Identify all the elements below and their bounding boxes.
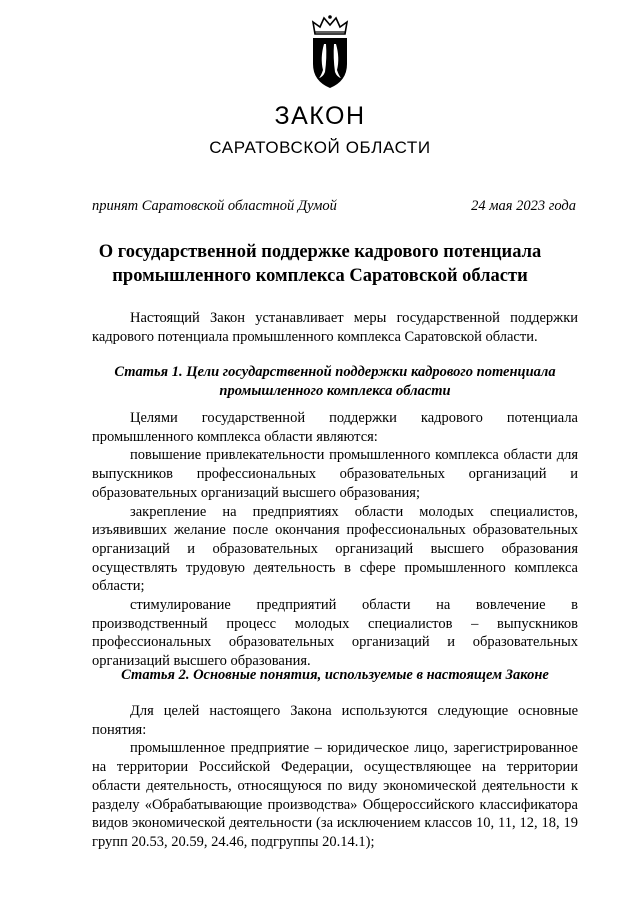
paragraph: повышение привлекательности промышленного комплекса области для выпускников профессиональных образовательных организаций и образовательных организаций высшего образования; (92, 447, 578, 501)
paragraph: стимулирование предприятий области на вовлечение в производственный процесс молодых специалистов – выпускников профессиональных образовательных организаций и образовательных организаций высшего образования. (92, 597, 578, 670)
article-2-heading: Статья 2. Основные понятия, используемые в настоящем Законе (121, 667, 549, 683)
region-title: САРАТОВСКОЙ ОБЛАСТИ (209, 138, 431, 157)
preamble: Настоящий Закон устанавливает меры государственной поддержки кадрового потенциала промышленного комплекса Саратовской области. (92, 310, 578, 345)
article-2-body (92, 702, 578, 852)
paragraph: промышленное предприятие – юридическое лицо, зарегистрированное на территории Российской Федерации, осуществляющее на территории области деятельность, относящуюся по виду экономической деятельности к разделу «Обрабатывающие производства» Общероссийского классификатора видов экономической деятельности (за исключением классов 10, 11, 12, 18, 19 групп 20.53, 20.59, 24.46, подгруппы 20.14.1); (92, 740, 578, 850)
law-title: ЗАКОН (274, 102, 366, 130)
article-1-body (92, 409, 578, 671)
article-1-heading: Статья 1. Цели государственной поддержки кадрового потенциала промышленного комплекса области (114, 364, 556, 399)
adoption-row (92, 198, 576, 215)
paragraph: Для целей настоящего Закона используются следующие основные понятия: (92, 703, 578, 738)
document-title: О государственной поддержке кадрового потенциала промышленного комплекса Саратовской области (98, 242, 542, 286)
preamble-block (92, 309, 578, 346)
adoption-date: 24 мая 2023 года (471, 198, 576, 214)
paragraph: закрепление на предприятиях области молодых специалистов, изъявивших желание после окончания профессиональных образовательных организаций и образовательных организаций высшего образования осуществлять трудовую деятельность в сфере промышленного комплекса области; (92, 503, 578, 595)
adopted-by: принят Саратовской областной Думой (92, 198, 337, 214)
saratov-coat-of-arms-icon (307, 14, 353, 90)
paragraph: Целями государственной поддержки кадрового потенциала промышленного комплекса области являются: (92, 410, 578, 445)
